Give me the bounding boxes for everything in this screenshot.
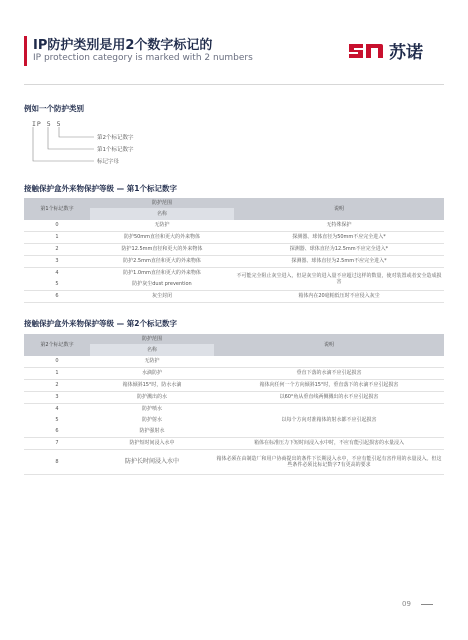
table-row: 6 灰尘封闭 箱体内在20毫帕低压时不应侵入灰尘: [24, 291, 444, 303]
table1-col-range: 防护范围: [90, 198, 234, 208]
brand-logo: [347, 38, 423, 63]
page-title: IP防护类别是用2个数字标记的: [33, 38, 213, 53]
page-number-dash: [421, 604, 433, 605]
table1-col-desc: 说明: [234, 198, 444, 220]
table-row: 3 防护2.5mm直径和更大的外来物体 探测器、球体直径为2.5mm不应完全进入*: [24, 256, 444, 268]
table2-col-number: 第2个标记数字: [24, 334, 90, 356]
example-code: IP 5 5: [32, 120, 62, 128]
table-row: 0 无防护: [24, 356, 444, 368]
table-row: 2 箱体倾斜15°时，防水水滴 箱体向任何一个方向倾斜15°时，垂直落下的水滴不应引起损害: [24, 380, 444, 392]
code-bracket-lines: [30, 127, 100, 169]
label-first-digit: 第1个标记数字: [97, 147, 134, 153]
table1-col-name: 名称: [90, 208, 234, 220]
table-row: 0 无防护 无特殊保护: [24, 220, 444, 232]
table1-col-number: 第1个标记数字: [24, 198, 90, 220]
table2-col-name: 名称: [90, 344, 214, 356]
table2-col-range: 防护范围: [90, 334, 214, 344]
table-row: 7 防护短时间浸入水中 箱体在标准压力下短时间浸入水中时，不应有能引起损害的水量浸入: [24, 438, 444, 450]
table-row: 2 防护12.5mm直径和更大的外来物体 探测器、球体直径为12.5mm不应完全进入*: [24, 244, 444, 256]
table1: [24, 198, 444, 303]
brand-mark-icon: [347, 40, 385, 62]
label-letter: 标记字母: [97, 159, 120, 165]
table2-heading: 接触保护盒外来物保护等级 — 第2个标记数字: [24, 319, 177, 328]
table-row: 1 防护50mm直径和更大的外来物体 探测器、球体直径为50mm不应完全进入*: [24, 232, 444, 244]
table2: [24, 334, 444, 475]
table-row: 3 防护溅出的水 以60°角从垂直线两侧溅出的水不应引起损害: [24, 392, 444, 404]
table2-col-desc: 说明: [214, 334, 444, 356]
table-row: 1 水滴防护 垂直下落的水滴不应引起损害: [24, 368, 444, 380]
table-row: 5 防护射水: [55, 417, 162, 424]
title-accent-bar: [24, 36, 27, 66]
page-number: 09: [402, 600, 411, 608]
header-divider: [24, 84, 444, 85]
table-row: 8 防护长时间浸入水中 箱体必须在由制造厂和用户协商提出的条件下长期浸入水中，不应有能引起有害作用的水量浸入。但这些条件必须比标记数字7有更高的要求: [24, 450, 444, 475]
table-row: 6 防护强射水: [24, 426, 444, 438]
table-row: 4 防护喷水 以每个方向对准箱体的射水都不应引起损害: [24, 404, 444, 416]
page-subtitle: IP protection category is marked with 2 numbers: [33, 53, 253, 63]
example-heading: 例如一个防护类别: [24, 104, 84, 113]
table1-heading: 接触保护盒外来物保护等级 — 第1个标记数字: [24, 184, 177, 193]
table-row: 5 防护灰尘dust prevention: [24, 279, 444, 291]
table-row: 4 防护1.0mm直径和更大的外来物体 不可能完全阻止灰尘进入，但是灰尘的进入量不应超过这样的数量，使对装置或者安全造成损害: [24, 268, 444, 280]
brand-name: 苏诺: [389, 43, 423, 63]
label-second-digit: 第2个标记数字: [97, 135, 134, 141]
